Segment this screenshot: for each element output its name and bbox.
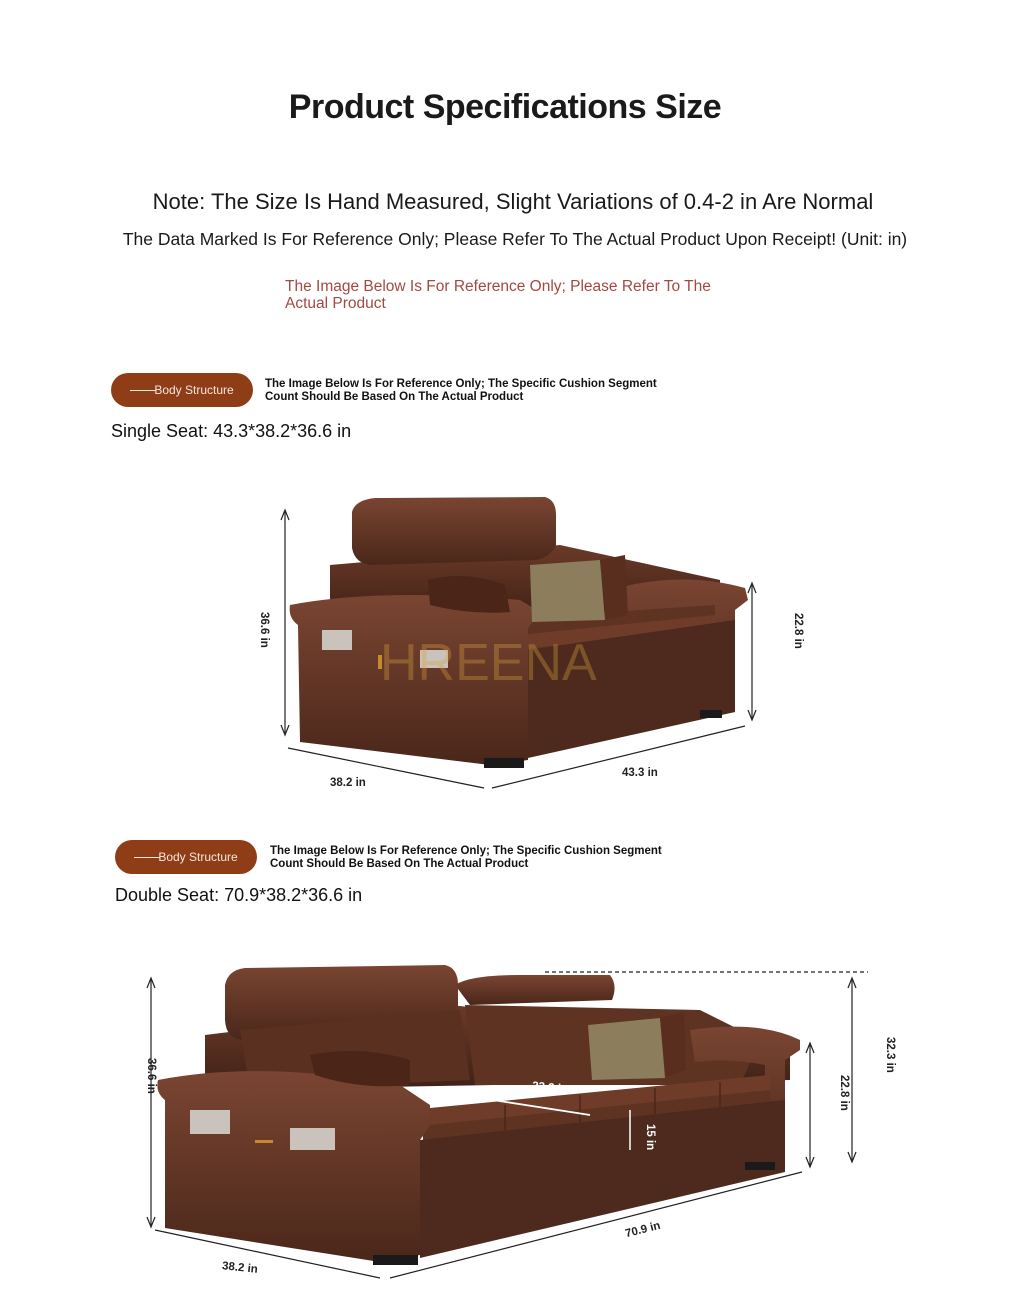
- double-depth-dimension: 38.2 in: [221, 1260, 259, 1276]
- single-depth-dimension: 38.2 in: [330, 777, 366, 789]
- single-seat-label: Single Seat: 43.3*38.2*36.6 in: [111, 421, 352, 441]
- double-width-dimension: 70.9 in: [624, 1219, 662, 1241]
- double-seat-label: Double Seat: 70.9*38.2*36.6 in: [115, 885, 363, 905]
- badge-label: Body Structure: [154, 383, 234, 397]
- double-cushion-height-dimension: 15 in: [644, 1124, 656, 1151]
- single-seat-sofa-image: [290, 497, 748, 768]
- measurement-note: Note: The Size Is Hand Measured, Slight Variations of 0.4-2 in Are Normal: [152, 189, 874, 214]
- caption-line-2: Count Should Be Based On The Actual Product: [265, 391, 524, 403]
- single-arm-height-dimension: 22.8 in: [792, 613, 804, 649]
- caption-line-1: The Image Below Is For Reference Only; The Specific Cushion Segment: [270, 845, 662, 857]
- double-height-dimension: 36.6 in: [145, 1058, 157, 1094]
- badge-label: Body Structure: [158, 850, 238, 864]
- body-structure-badge: [115, 840, 257, 874]
- section-caption: [270, 845, 670, 871]
- brand-watermark: HREENA: [380, 634, 597, 692]
- caption-line-2: Count Should Be Based On The Actual Product: [270, 858, 529, 870]
- page-title: Product Specifications Size: [288, 88, 722, 126]
- image-reference-line-1: The Image Below Is For Reference Only; Please Refer To The: [285, 278, 711, 295]
- double-seat-sofa-image: [157, 965, 800, 1265]
- double-seat-depth-dimension: 23.2 in: [531, 1080, 569, 1096]
- caption-line-1: The Image Below Is For Reference Only; The Specific Cushion Segment: [265, 378, 657, 390]
- single-height-dimension: 36.6 in: [258, 612, 270, 648]
- single-width-dimension: 43.3 in: [622, 767, 658, 779]
- image-reference-line-2: Actual Product: [285, 295, 386, 312]
- badge-dash: [134, 857, 160, 858]
- reference-note: The Data Marked Is For Reference Only; Please Refer To The Actual Product Upon Receipt! (Unit: in): [122, 229, 908, 249]
- double-headrest-height-dimension: 32.3 in: [884, 1037, 896, 1073]
- double-arm-height-dimension: 22.8 in: [838, 1075, 850, 1111]
